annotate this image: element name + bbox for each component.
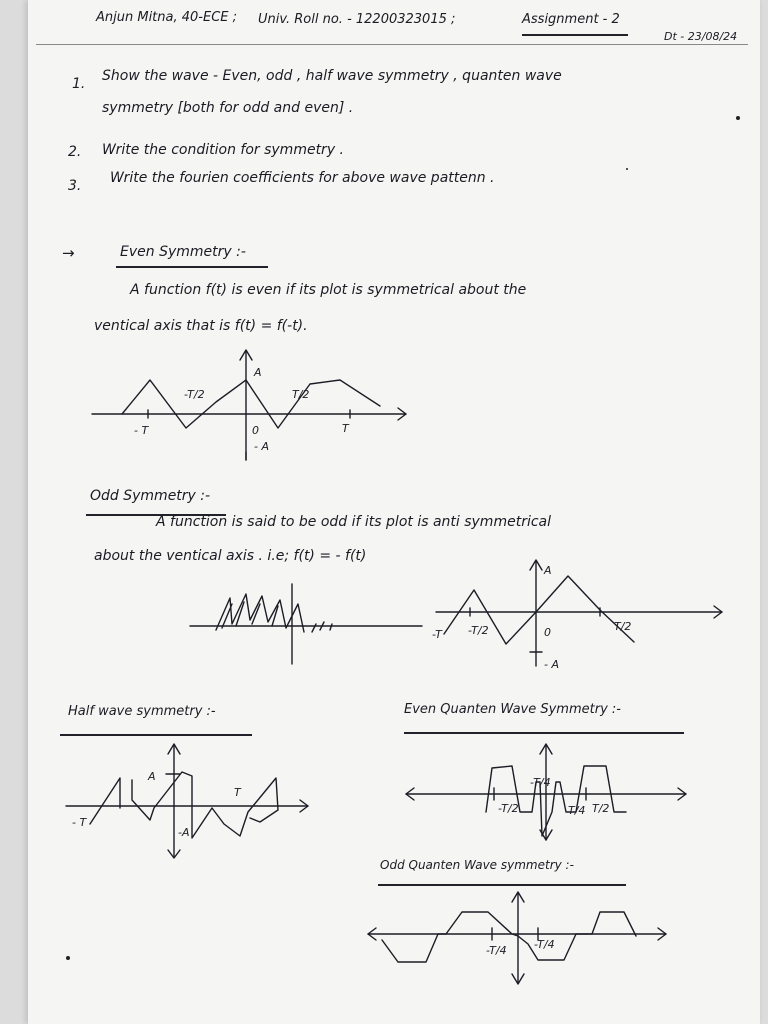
odd-label-neg-T: -T [432, 628, 442, 641]
odd-label-zero: 0 [544, 626, 551, 639]
half-wave-label-A: A [148, 770, 156, 783]
odd-label-A: A [544, 564, 552, 577]
notebook-page [28, 0, 760, 1024]
even-quarter-label-quarter: T/4 [568, 804, 586, 817]
question-3-text: Write the fourien coefficients for above wave pattenn . [110, 170, 495, 186]
question-2-number: 2. [68, 144, 82, 160]
even-quarter-graph [400, 742, 694, 846]
even-quarter-label-half: T/2 [592, 802, 610, 815]
header-assignment: Assignment - 2 [522, 12, 620, 27]
half-wave-label-neg-A: -A [178, 826, 190, 839]
odd-quarter-underline [378, 884, 626, 886]
even-title-underline [116, 266, 268, 268]
question-2-text: Write the condition for symmetry . [102, 142, 344, 158]
half-wave-graph [62, 738, 318, 862]
odd-label-half-T: T/2 [614, 620, 632, 633]
pen-dot [736, 116, 740, 120]
even-quarter-label-neg-quarter: -T/4 [530, 776, 551, 789]
half-wave-underline [60, 734, 252, 736]
odd-symmetry-graph [430, 556, 730, 676]
pen-dot [66, 956, 70, 960]
answer-arrow: → [62, 244, 75, 262]
even-definition-line2: ventical axis that is f(t) = f(-t). [94, 318, 308, 334]
odd-label-neg-A: - A [544, 658, 559, 671]
header-date: Dt - 23/08/24 [664, 30, 738, 43]
even-label-zero: 0 [252, 424, 259, 437]
even-symmetry-graph [88, 340, 418, 470]
odd-quarter-graph [362, 888, 682, 992]
even-label-T: T [342, 422, 349, 435]
pen-dot [626, 168, 628, 170]
even-label-A: A [254, 366, 262, 379]
even-quarter-underline [404, 732, 684, 734]
header-name: Anjun Mitna, 40-ECE ; [96, 10, 238, 25]
half-wave-label-neg-T: - T [72, 816, 87, 829]
assignment-underline [522, 34, 628, 36]
header-rule [36, 44, 748, 45]
even-label-half-T: T/2 [292, 388, 310, 401]
odd-scribble-sketch [186, 580, 426, 670]
odd-quarter-label-neg-quarter-2: -T/4 [534, 938, 555, 951]
question-1-text-cont: symmetry [both for odd and even] . [102, 100, 354, 116]
odd-quarter-label-neg-quarter: -T/4 [486, 944, 507, 957]
odd-definition-line2: about the ventical axis . i.e; f(t) = - f(t) [94, 548, 367, 564]
even-symmetry-title: Even Symmetry :- [120, 244, 246, 260]
even-label-neg-A: - A [254, 440, 269, 453]
even-definition-line1: A function f(t) is even if its plot is symmetrical about the [130, 282, 527, 298]
header-roll: Univ. Roll no. - 12200323015 ; [258, 12, 456, 27]
odd-definition-line1: A function is said to be odd if its plot is anti symmetrical [156, 514, 552, 530]
half-wave-label-T: T [234, 786, 241, 799]
question-1-number: 1. [72, 76, 86, 92]
half-wave-title: Half wave symmetry :- [68, 704, 216, 719]
question-3-number: 3. [68, 178, 82, 194]
odd-quarter-title: Odd Quanten Wave symmetry :- [380, 858, 574, 872]
odd-symmetry-title: Odd Symmetry :- [90, 488, 211, 504]
even-label-neg-half-T: -T/2 [184, 388, 205, 401]
odd-label-neg-half-T: -T/2 [468, 624, 489, 637]
even-quarter-title: Even Quanten Wave Symmetry :- [404, 702, 621, 717]
question-1-text: Show the wave - Even, odd , half wave symmetry , quanten wave [102, 68, 562, 84]
even-label-neg-T: - T [134, 424, 149, 437]
even-quarter-label-neg-half: -T/2 [498, 802, 519, 815]
